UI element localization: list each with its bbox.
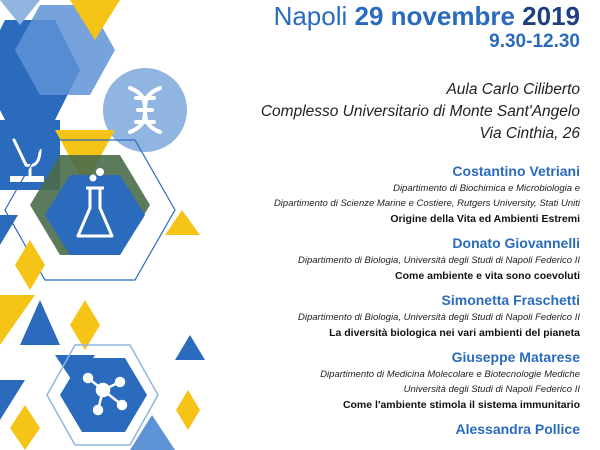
event-info <box>180 0 580 445</box>
event-time: 9.30-12.30 <box>489 31 580 52</box>
speaker-name: Donato Giovannelli <box>452 235 580 251</box>
speaker-entry <box>180 347 580 413</box>
event-year: 2019 <box>522 1 580 31</box>
speaker-name: Simonetta Fraschetti <box>441 292 580 308</box>
speaker-affiliation: Università degli Studi di Napoli Federico II <box>403 384 580 395</box>
event-city: Napoli <box>273 1 348 31</box>
speaker-list <box>180 161 580 439</box>
speaker-entry <box>180 290 580 341</box>
talk-title: Come ambiente e vita sono coevoluti <box>395 270 580 282</box>
diamond-shape <box>70 300 100 350</box>
triangle-shape <box>0 215 18 245</box>
speaker-entry <box>180 161 580 227</box>
diamond-shape <box>10 405 40 450</box>
event-headline <box>180 2 580 30</box>
speaker-entry <box>180 419 580 439</box>
venue-address: Via Cinthia, 26 <box>479 125 580 142</box>
speaker-entry <box>180 233 580 284</box>
venue-complex: Complesso Universitario di Monte Sant'Angelo <box>260 103 580 120</box>
venue-block <box>180 79 580 145</box>
speaker-affiliation: Dipartimento di Medicina Molecolare e Biotecnologie Mediche <box>320 369 580 380</box>
speaker-affiliation: Dipartimento di Biologia, Università degli Studi di Napoli Federico II <box>298 255 580 266</box>
speaker-affiliation: Dipartimento di Biologia, Università degli Studi di Napoli Federico II <box>298 312 580 323</box>
speaker-name: Alessandra Pollice <box>455 421 580 437</box>
speaker-name: Giuseppe Matarese <box>451 349 580 365</box>
venue-room: Aula Carlo Ciliberto <box>446 81 580 98</box>
diamond-shape <box>15 240 45 290</box>
event-date: 29 novembre <box>354 1 515 31</box>
speaker-affiliation: Dipartimento di Biochimica e Microbiologia e <box>393 183 580 194</box>
talk-title: La diversità biologica nei vari ambienti del pianeta <box>329 327 580 339</box>
talk-title: Come l'ambiente stimola il sistema immunitario <box>342 399 580 411</box>
talk-title: Origine della Vita ed Ambienti Estremi <box>390 213 580 225</box>
speaker-affiliation: Dipartimento di Scienze Marine e Costiere, Rutgers University, Stati Uniti <box>273 198 580 209</box>
speaker-name: Costantino Vetriani <box>452 163 580 179</box>
